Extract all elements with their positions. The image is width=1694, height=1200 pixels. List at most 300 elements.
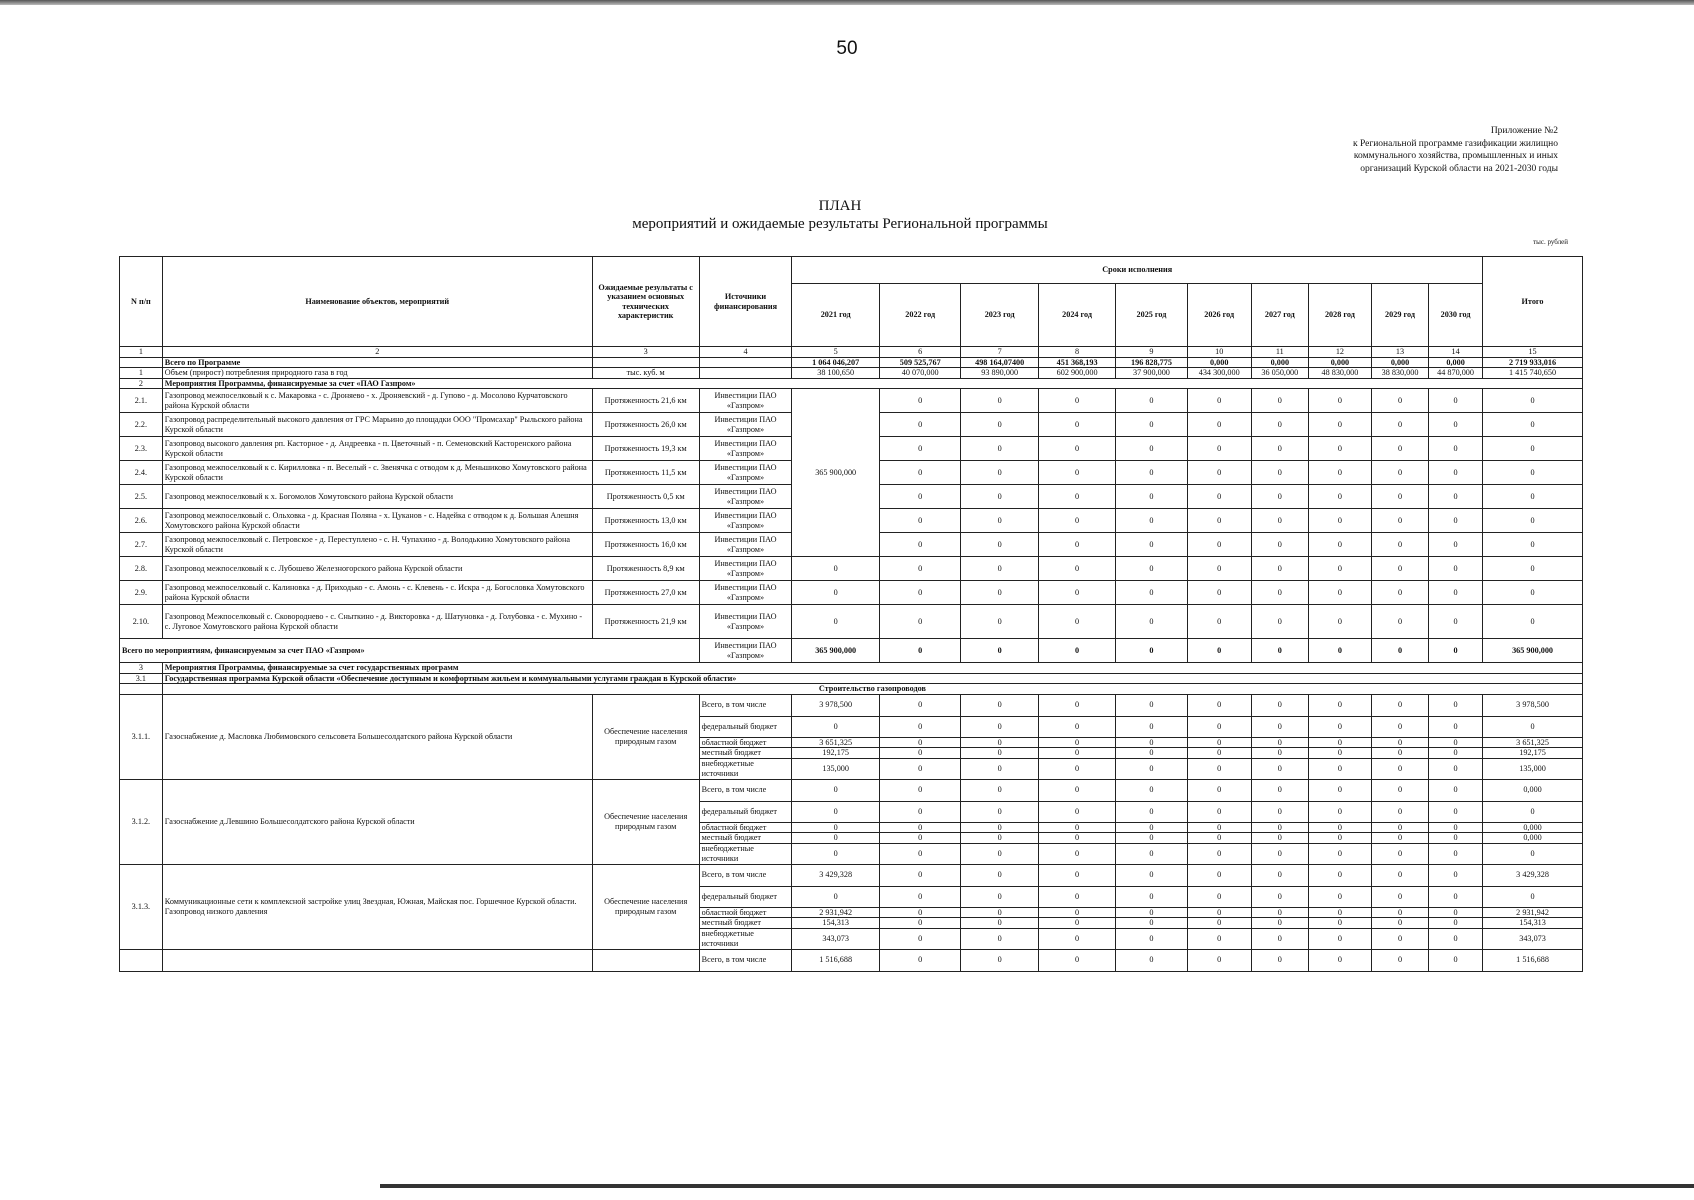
year-value: 0: [1116, 639, 1187, 663]
year-value: 0: [1308, 437, 1371, 461]
row-name: Газопровод межпоселковый к с. Лубошево Железногорского района Курской области: [162, 557, 592, 581]
year-value: 0: [1251, 694, 1308, 716]
row-source: Всего, в том числе: [699, 779, 792, 801]
year-value: 0: [1251, 737, 1308, 748]
year-value: 0: [1038, 801, 1115, 822]
year-value: 0: [1038, 864, 1115, 886]
document-title: [560, 197, 1120, 233]
column-number: 7: [961, 347, 1038, 358]
year-value: 0: [1187, 758, 1251, 779]
year-value: 48 830,000: [1308, 368, 1371, 379]
year-value: 0: [1187, 822, 1251, 833]
year-value: 0: [1116, 533, 1187, 557]
year-value: 0: [961, 389, 1038, 413]
year-value: 0: [1187, 833, 1251, 844]
row-total: 0,000: [1483, 779, 1583, 801]
year-value: 0: [1308, 639, 1371, 663]
year-value: 0: [1251, 533, 1308, 557]
year-value: 0: [1251, 907, 1308, 918]
row-expected: Протяженность 8,9 км: [592, 557, 699, 581]
year-value: 0: [792, 822, 880, 833]
year-value: 0: [879, 461, 961, 485]
year-value: 0: [1429, 833, 1483, 844]
column-number: 8: [1038, 347, 1115, 358]
row-number: 2.9.: [120, 581, 163, 605]
section-row: [120, 673, 1583, 684]
year-value: 0: [1038, 737, 1115, 748]
table-row: [120, 779, 1583, 801]
appendix-line: к Региональной программе газификации жилищно: [1352, 138, 1558, 149]
row-name: Газоснабжение д.Левшино Большесолдатского района Курской области: [162, 779, 592, 864]
year-value: 0: [1187, 509, 1251, 533]
year-value: 0: [1116, 737, 1187, 748]
year-value: 0: [1038, 748, 1115, 759]
year-value: 0: [1038, 639, 1115, 663]
column-number: 4: [699, 347, 792, 358]
row-total: 0: [1483, 605, 1583, 639]
year-value: 0: [1429, 437, 1483, 461]
year-value: 0: [1308, 779, 1371, 801]
year-value: 0: [1308, 509, 1371, 533]
year-value: 0: [879, 533, 961, 557]
year-value: 0: [1251, 928, 1308, 949]
year-value: 0: [879, 605, 961, 639]
year-value: 0: [879, 928, 961, 949]
year-value: 36 050,000: [1251, 368, 1308, 379]
year-value: 0,000: [1429, 357, 1483, 368]
year-value: 0: [1187, 864, 1251, 886]
row-total: 0: [1483, 886, 1583, 907]
col-terms-header: Сроки исполнения: [792, 257, 1483, 284]
year-value: 0: [1116, 779, 1187, 801]
year-value: 0: [1116, 509, 1187, 533]
year-value: 0: [1372, 509, 1429, 533]
column-number: 1: [120, 347, 163, 358]
year-value: 0: [961, 437, 1038, 461]
row-number: 2.1.: [120, 389, 163, 413]
appendix-line: организаций Курской области на 2021-2030 годы: [1360, 163, 1558, 174]
year-value: 0: [792, 833, 880, 844]
year-value: 0: [1187, 557, 1251, 581]
year-value: 0: [1429, 737, 1483, 748]
year-value: 0: [1372, 716, 1429, 737]
row-number: 2.5.: [120, 485, 163, 509]
row-total: 0: [1483, 843, 1583, 864]
year-value: 0: [1251, 461, 1308, 485]
row-total: 154,313: [1483, 918, 1583, 929]
year-value: 0: [1308, 918, 1371, 929]
subsection-row: [120, 684, 1583, 695]
year-value: 0: [1372, 801, 1429, 822]
row-expected: Обеспечение населения природным газом: [592, 694, 699, 779]
table-row: [120, 389, 1583, 413]
year-value: 0: [1372, 437, 1429, 461]
year-value: 0: [1038, 533, 1115, 557]
year-value: 0: [879, 485, 961, 509]
row-number: 2.8.: [120, 557, 163, 581]
year-value: 0: [1429, 605, 1483, 639]
year-value: 0: [1116, 461, 1187, 485]
year-value: 0: [1187, 413, 1251, 437]
year-value: 0: [792, 557, 880, 581]
year-value: 0: [1116, 694, 1187, 716]
year-value: 38 100,650: [792, 368, 880, 379]
year-value: 0: [1187, 737, 1251, 748]
year-value: 0: [1429, 748, 1483, 759]
year-value: 0: [1429, 907, 1483, 918]
row-source: Всего, в том числе: [699, 864, 792, 886]
year-value: 0: [879, 843, 961, 864]
year-value: 0,000: [1308, 357, 1371, 368]
year-value: 0: [1251, 833, 1308, 844]
year-value: 0: [1116, 485, 1187, 509]
row-number: 3.1.1.: [120, 694, 163, 779]
year-value: 0: [792, 801, 880, 822]
year-value: 0: [879, 918, 961, 929]
year-value: 0: [1372, 779, 1429, 801]
column-number: 3: [592, 347, 699, 358]
year-value: 40 070,000: [879, 368, 961, 379]
year-value: 0: [879, 509, 961, 533]
year-value: 0: [1372, 864, 1429, 886]
year-value: 0: [1308, 694, 1371, 716]
table-cell: [120, 684, 163, 695]
year-value: 0: [792, 581, 880, 605]
year-value: 0: [1308, 737, 1371, 748]
year-value: 0: [1116, 437, 1187, 461]
row-total: 0: [1483, 509, 1583, 533]
year-header: 2030 год: [1429, 284, 1483, 347]
subsection-title: Строительство газопроводов: [162, 684, 1582, 695]
year-value: 0: [1429, 918, 1483, 929]
year-value: 0: [1116, 748, 1187, 759]
year-value: 0: [961, 928, 1038, 949]
year-value: 0: [1372, 737, 1429, 748]
row-expected: [592, 357, 699, 368]
year-value: 0: [1038, 461, 1115, 485]
year-value: 0: [1116, 843, 1187, 864]
row-total: 0: [1483, 533, 1583, 557]
table-row: [120, 557, 1583, 581]
year-value: 0: [879, 413, 961, 437]
row-total: 0: [1483, 557, 1583, 581]
row-expected: Протяженность 21,9 км: [592, 605, 699, 639]
year-value: 0: [1251, 822, 1308, 833]
year-value: 0: [1372, 886, 1429, 907]
row-name: Газопровод межпоселковый к х. Богомолов Хомутовского района Курской области: [162, 485, 592, 509]
year-value: 0: [1308, 581, 1371, 605]
year-value: 0: [879, 949, 961, 971]
col-num-header: N п/п: [120, 257, 163, 347]
table-row: [120, 605, 1583, 639]
year-value: 451 368,193: [1038, 357, 1115, 368]
row-expected: Протяженность 19,3 км: [592, 437, 699, 461]
scan-edge-top: [0, 0, 1694, 5]
year-value: 0: [1187, 716, 1251, 737]
year-value: 0: [1429, 639, 1483, 663]
scan-edge-bottom: [380, 1184, 1694, 1188]
row-number: 2.7.: [120, 533, 163, 557]
row-total: 343,073: [1483, 928, 1583, 949]
year-value: 0: [1116, 581, 1187, 605]
year-value: 0: [1187, 461, 1251, 485]
row-name: Газопровод высокого давления рп. Касторное - д. Андреевка - п. Цветочный - п. Семеновский Касторенского района Курской области: [162, 437, 592, 461]
year-value: 0: [1308, 822, 1371, 833]
year-value: 0: [1308, 716, 1371, 737]
year-value: 0: [1372, 605, 1429, 639]
row-name: Газопровод межпоселковый с. Петровское - д. Переступлено - с. Н. Чупахино - д. Володькино Хомутовского района Курской области: [162, 533, 592, 557]
year-value: 0: [1372, 949, 1429, 971]
row-number: 2.4.: [120, 461, 163, 485]
year-value: 498 164,07400: [961, 357, 1038, 368]
year-value: 0: [879, 886, 961, 907]
row-expected: [592, 949, 699, 971]
year-value: 0: [1038, 413, 1115, 437]
row-name: Газопровод распределительный высокого давления от ГРС Марьино до площадки ООО "Промсахар" Рыльского района Курской области: [162, 413, 592, 437]
row-total: 192,175: [1483, 748, 1583, 759]
year-value: 0: [961, 639, 1038, 663]
year-value: 0: [1429, 694, 1483, 716]
year-value: 0: [1038, 485, 1115, 509]
row-source: Инвестиции ПАО «Газпром»: [699, 533, 792, 557]
column-number: 2: [162, 347, 592, 358]
year-value: 0: [1187, 918, 1251, 929]
summary-row: [120, 357, 1583, 368]
year-value: 0: [1116, 822, 1187, 833]
row-total: 2 719 933,016: [1483, 357, 1583, 368]
year-header: 2023 год: [961, 284, 1038, 347]
row-total: 0: [1483, 437, 1583, 461]
row-expected: Обеспечение населения природным газом: [592, 864, 699, 949]
year-value: 0: [1038, 833, 1115, 844]
section-row: [120, 663, 1583, 674]
year-value: 0: [1308, 605, 1371, 639]
year-value: 0: [961, 485, 1038, 509]
year-value: 0: [1308, 413, 1371, 437]
row-name: Газопровод межпоселковый с. Калиновка - д. Приходько - с. Амонь - с. Клевень - с. Искра - д. Богословка Хомутовского района Курской области: [162, 581, 592, 605]
year-value: 0: [1251, 485, 1308, 509]
row-source: внебюджетные источники: [699, 758, 792, 779]
year-header: 2022 год: [879, 284, 961, 347]
year-value: 0: [1251, 509, 1308, 533]
row-number: 2.6.: [120, 509, 163, 533]
table-row: [120, 581, 1583, 605]
year-value: 0: [1187, 779, 1251, 801]
year-value: 0: [879, 801, 961, 822]
table-row: [120, 864, 1583, 886]
year-value: 0,000: [1251, 357, 1308, 368]
year-value: 0: [879, 737, 961, 748]
year-value: 0: [879, 833, 961, 844]
year-value: 0: [1308, 485, 1371, 509]
header-row-1: [120, 257, 1583, 284]
year-value: 1 064 046,207: [792, 357, 880, 368]
year-value: 0: [1038, 716, 1115, 737]
row-expected: Протяженность 13,0 км: [592, 509, 699, 533]
year-value: 0: [1372, 833, 1429, 844]
year-value: 0: [1308, 886, 1371, 907]
year-value: 0: [1251, 886, 1308, 907]
year-value: 0: [1251, 557, 1308, 581]
year-value: 0: [1308, 557, 1371, 581]
year-value: 0: [1372, 822, 1429, 833]
year-value: 0: [1038, 843, 1115, 864]
year-value: 3 429,328: [792, 864, 880, 886]
year-value: 0: [1116, 605, 1187, 639]
row-total: 0: [1483, 485, 1583, 509]
year-value: 0: [1308, 758, 1371, 779]
row-number: 1: [120, 368, 163, 379]
row-expected: Протяженность 27,0 км: [592, 581, 699, 605]
year-value: 0: [1251, 581, 1308, 605]
year-value: 0: [1251, 437, 1308, 461]
year-value: 0,000: [1187, 357, 1251, 368]
year-value: 365 900,000: [792, 639, 880, 663]
year-value: 0: [1187, 748, 1251, 759]
col-total-header: Итого: [1483, 257, 1583, 347]
year-value: 0: [1116, 886, 1187, 907]
year-value: 0: [1187, 485, 1251, 509]
year-value: 0: [1308, 833, 1371, 844]
row-source: Инвестиции ПАО «Газпром»: [699, 413, 792, 437]
year-value: 154,313: [792, 918, 880, 929]
row-name: Газопровод межпоселковый к с. Макаровка - с. Дроняево - х. Дроняевский - д. Гупово - д. Мосолово Курчатовского района Курской области: [162, 389, 592, 413]
year-value: 0: [961, 716, 1038, 737]
year-value: 0: [1372, 581, 1429, 605]
year-value: 196 828,775: [1116, 357, 1187, 368]
row-total: 0: [1483, 461, 1583, 485]
year-header: 2026 год: [1187, 284, 1251, 347]
year-value: 0: [1187, 581, 1251, 605]
year-value: 0: [1429, 389, 1483, 413]
year-value: 0: [1116, 928, 1187, 949]
row-name: Коммуникационные сети к комплексной застройке улиц Звездная, Южная, Майская пос. Горшечное Курской области. Газопровод низкого давления: [162, 864, 592, 949]
appendix-note: [1228, 125, 1558, 175]
column-number: 15: [1483, 347, 1583, 358]
year-value: 0: [1308, 843, 1371, 864]
row-name: Всего по Программе: [162, 357, 592, 368]
row-total: 3 429,328: [1483, 864, 1583, 886]
year-value: 0: [1116, 557, 1187, 581]
year-value: 0: [1308, 928, 1371, 949]
year-value: 0: [1251, 605, 1308, 639]
year-header: 2024 год: [1038, 284, 1115, 347]
row-name: Объем (прирост) потребления природного газа в год: [162, 368, 592, 379]
subtotal-name: Всего по мероприятиям, финансируемым за счет ПАО «Газпром»: [120, 639, 700, 663]
row-total: 3 651,325: [1483, 737, 1583, 748]
year-value: 0: [879, 779, 961, 801]
row-source: [699, 368, 792, 379]
row-name: Газопровод межпоселковый с. Ольховка - д. Красная Поляна - х. Цуканов - с. Надейка с отводом к д. Большая Алешня Хомутовского района Курской области: [162, 509, 592, 533]
year-value: 0: [1251, 413, 1308, 437]
row-total: 1 516,688: [1483, 949, 1583, 971]
year-value: 0: [1372, 389, 1429, 413]
year-value: 0: [961, 907, 1038, 918]
year-value: 0: [792, 843, 880, 864]
year-value: 0: [1372, 413, 1429, 437]
year-value: 0: [1038, 694, 1115, 716]
plan-table: [119, 256, 1583, 972]
row-name: Газоснабжение д. Масловка Любимовского сельсовета Большесолдатского района Курской области: [162, 694, 592, 779]
units-label: тыс. рублей: [1533, 238, 1568, 246]
year-value: 0: [1251, 639, 1308, 663]
year-value: 0: [1187, 639, 1251, 663]
year-value: 0: [1429, 533, 1483, 557]
column-number: 14: [1429, 347, 1483, 358]
year-value: 0: [1116, 389, 1187, 413]
row-total: 0: [1483, 389, 1583, 413]
year-value: 0: [1251, 918, 1308, 929]
subtotal-row: [120, 639, 1583, 663]
year-value: 0: [1116, 413, 1187, 437]
column-number: 5: [792, 347, 880, 358]
year-value: 0: [1429, 509, 1483, 533]
year-value: 0: [1251, 389, 1308, 413]
year-value: 0: [879, 907, 961, 918]
year-value: 0: [1429, 413, 1483, 437]
row-number: 2.3.: [120, 437, 163, 461]
year-value: 0: [1372, 639, 1429, 663]
row-source: внебюджетные источники: [699, 928, 792, 949]
section-title: Мероприятия Программы, финансируемые за счет государственных программ: [162, 663, 1582, 674]
row-source: Всего, в том числе: [699, 694, 792, 716]
row-number: [120, 357, 163, 368]
year-value: 0: [961, 461, 1038, 485]
header-row-col-numbers: [120, 347, 1583, 358]
year-value: 0: [1038, 581, 1115, 605]
year-value: 0: [961, 509, 1038, 533]
year-value: 0,000: [1372, 357, 1429, 368]
year-value: 0: [879, 864, 961, 886]
row-source: федеральный бюджет: [699, 886, 792, 907]
year-value: 0: [961, 886, 1038, 907]
row-expected: Протяженность 21,6 км: [592, 389, 699, 413]
year-value: 0: [1429, 822, 1483, 833]
row-total: 1 415 740,650: [1483, 368, 1583, 379]
year-header: 2021 год: [792, 284, 880, 347]
year-value: 0: [1372, 533, 1429, 557]
year-value: 0: [1187, 694, 1251, 716]
year-value: 0: [1429, 928, 1483, 949]
year-value: 0: [879, 822, 961, 833]
year-value: 0: [1187, 886, 1251, 907]
section-number: 3: [120, 663, 163, 674]
row-total: 2 931,942: [1483, 907, 1583, 918]
year-value: 0: [1372, 758, 1429, 779]
row-number: 3.1.2.: [120, 779, 163, 864]
column-number: 11: [1251, 347, 1308, 358]
year-value: 602 900,000: [1038, 368, 1115, 379]
year-value: 0: [961, 737, 1038, 748]
year-value: 37 900,000: [1116, 368, 1187, 379]
year-value: 0: [1429, 864, 1483, 886]
year-value: 0: [1038, 389, 1115, 413]
year-value: 0: [1038, 928, 1115, 949]
year-header: 2025 год: [1116, 284, 1187, 347]
year-value: 0: [1429, 461, 1483, 485]
year-value: 0: [879, 437, 961, 461]
year-value: 0: [1251, 779, 1308, 801]
year-value: 0: [1251, 801, 1308, 822]
year-value: 0: [1429, 716, 1483, 737]
year-value: 0: [879, 716, 961, 737]
title-line-1: ПЛАН: [818, 198, 862, 214]
year-value: 0: [1429, 779, 1483, 801]
year-value: 0: [1251, 716, 1308, 737]
year-header: 2028 год: [1308, 284, 1371, 347]
title-line-2: мероприятий и ожидаемые результаты Региональной программы: [632, 216, 1048, 232]
year-value: 0: [1038, 557, 1115, 581]
